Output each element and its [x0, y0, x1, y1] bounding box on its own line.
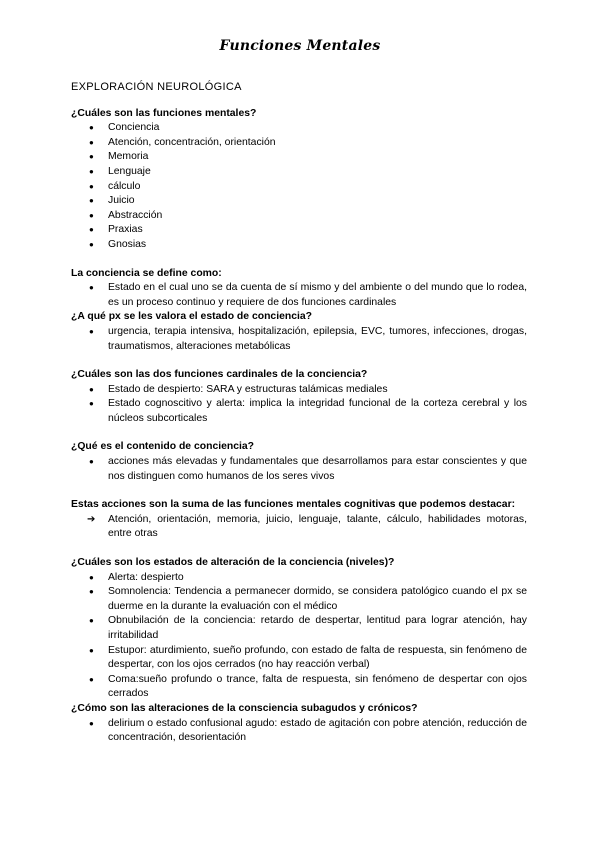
list-item: ● Somnolencia: Tendencia a permanecer dormido, se considera patológico cuando el px se duerme en la durante la evaluación con el médico — [108, 585, 527, 614]
list-item: ● Praxias — [108, 223, 527, 238]
document-body — [71, 80, 527, 746]
list-item: ● Estupor: aturdimiento, sueño profundo, con estado de falta de respuesta, sin fenómeno de despertar, con los ojos cerrados (no hay reacción verbal) — [108, 644, 527, 673]
list-mental-functions — [71, 121, 527, 252]
question-altered-states: ¿Cuáles son los estados de alteración de la conciencia (niveles)? — [71, 557, 395, 569]
question-subacute-chronic: ¿Cómo son las alteraciones de la consciencia subagudos y crónicos? — [71, 702, 418, 714]
section-heading: EXPLORACIÓN NEUROLÓGICA — [71, 81, 242, 93]
list-item: ● Alerta: despierto — [108, 571, 527, 586]
list-item: ● cálculo — [108, 180, 527, 195]
list-item: ● Gnosias — [108, 238, 527, 253]
list-item: ● Estado en el cual uno se da cuenta de sí mismo y del ambiente o del mundo que lo rodea, es un proceso continuo y requiere de dos funciones cardinales — [108, 281, 527, 310]
list-content-of-consciousness — [71, 455, 527, 484]
list-item: ● Memoria — [108, 150, 527, 165]
list-cardinal-functions — [71, 383, 527, 427]
question-cardinal-functions: ¿Cuáles son las dos funciones cardinales de la conciencia? — [71, 369, 368, 381]
list-item: ● Coma:sueño profundo o trance, falta de respuesta, sin fenómeno de despertar con ojos cerrados — [108, 673, 527, 702]
list-item: ● Abstracción — [108, 209, 527, 224]
list-item: ● delirium o estado confusional agudo: estado de agitación con pobre atención, reducción de concentración, desorientación — [108, 717, 527, 746]
question-consciousness-definition: La conciencia se define como: — [71, 267, 222, 279]
list-who-is-assessed — [71, 325, 527, 354]
list-consciousness-definition — [71, 281, 527, 310]
list-item: ● Juicio — [108, 194, 527, 209]
list-altered-states — [71, 571, 527, 702]
list-item: ● Estado de despierto: SARA y estructuras talámicas mediales — [108, 383, 527, 398]
list-item: ● Atención, concentración, orientación — [108, 136, 527, 151]
list-item: ● Estado cognoscitivo y alerta: implica la integridad funcional de la corteza cerebral y los núcleos subcorticales — [108, 397, 527, 426]
list-item: ➔ Atención, orientación, memoria, juicio, lenguaje, talante, cálculo, habilidades motoras, entre otras — [108, 513, 527, 542]
question-who-is-assessed: ¿A qué px se les valora el estado de conciencia? — [71, 311, 312, 323]
list-item: ● urgencia, terapia intensiva, hospitalización, epilepsia, EVC, tumores, infecciones, drogas, traumatismos, alteraciones metabólicas — [108, 325, 527, 354]
list-item: ● Lenguaje — [108, 165, 527, 180]
question-cognitive-functions: Estas acciones son la suma de las funciones mentales cognitivas que podemos destacar: — [71, 499, 516, 511]
question-mental-functions: ¿Cuáles son las funciones mentales? — [71, 107, 257, 119]
list-subacute-chronic — [71, 717, 527, 746]
list-item: ● Obnubilación de la conciencia: retardo de despertar, lentitud para lograr atención, hay irritabilidad — [108, 614, 527, 643]
list-item: ● acciones más elevadas y fundamentales que desarrollamos para estar conscientes y que nos distinguen como humanos de los seres vivos — [108, 455, 527, 484]
list-cognitive-functions — [71, 513, 527, 542]
document-title: Funciones Mentales — [219, 38, 381, 54]
question-content-of-consciousness: ¿Qué es el contenido de conciencia? — [71, 441, 255, 453]
list-item: ● Conciencia — [108, 121, 527, 136]
